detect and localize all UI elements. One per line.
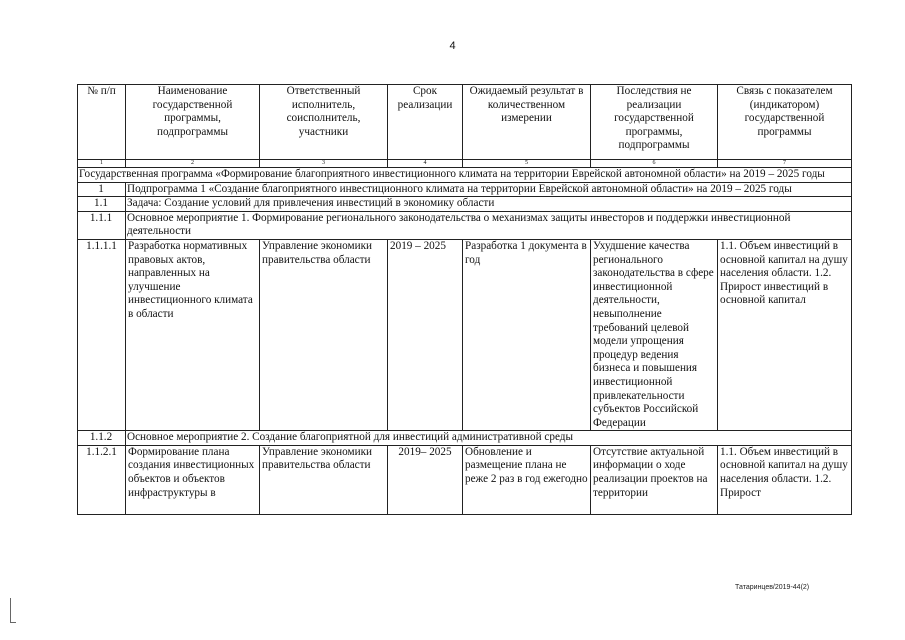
row-consequences: Отсутствие актуальной информации о ходе реализации проектов на территории [591,445,718,514]
row-indicator: 1.1. Объем инвестиций в основной капитал на душу населения области. 1.2. Прирост инвестиций в основной капитал [718,239,852,430]
subprogram-row [78,182,852,197]
row-indicator: 1.1. Объем инвестиций в основной капитал на душу населения области. 1.2. Прирост [718,445,852,514]
table-row [78,445,852,514]
column-number: 3 [260,160,388,168]
header-executor: Ответственный исполнитель, соисполнитель, участники [260,85,388,160]
row-executor: Управление экономики правительства области [260,239,388,430]
row-term: 2019 – 2025 [388,239,463,430]
header-row [78,85,852,160]
program-title: Государственная программа «Формирование благоприятного инвестиционного климата на территории Еврейской автономной области» на 2019 – 2025 годы [78,168,852,183]
page-number: 4 [449,40,456,52]
column-number: 2 [126,160,260,168]
subprogram-text: Подпрограмма 1 «Создание благоприятного инвестиционного климата на территории Еврейской автономной области» на 2019 – 2025 годы [126,182,852,197]
table-row [78,239,852,430]
row-consequences: Ухудшение качества регионального законодательства в сфере инвестиционной деятельности, невыполнение требований целевой модели упрощения процедур ведения бизнеса и повышения инвестиционной привлекательности субъектов Российской Федерации [591,239,718,430]
row-num: 1.1.2.1 [78,445,126,514]
column-number-row [78,160,852,168]
scan-mark [10,622,16,623]
activity-row [78,211,852,239]
header-term: Срок реализации [388,85,463,160]
scan-mark [10,598,11,622]
task-row [78,197,852,212]
row-executor: Управление экономики правительства области [260,445,388,514]
activity-num: 1.1.1 [78,211,126,239]
header-num: № п/п [78,85,126,160]
row-result: Обновление и размещение плана не реже 2 раз в год ежегодно [463,445,591,514]
subprogram-num: 1 [78,182,126,197]
header-name: Наименование государственной программы, подпрограммы [126,85,260,160]
program-title-row [78,168,852,183]
task-text: Задача: Создание условий для привлечения инвестиций в экономику области [126,197,852,212]
activity-num: 1.1.2 [78,431,126,446]
row-result: Разработка 1 документа в год [463,239,591,430]
header-indicator: Связь с показателем (индикатором) государственной программы [718,85,852,160]
column-number: 1 [78,160,126,168]
column-number: 5 [463,160,591,168]
header-result: Ожидаемый результат в количественном измерении [463,85,591,160]
activity-row [78,431,852,446]
row-name: Формирование плана создания инвестиционных объектов и объектов инфраструктуры в [126,445,260,514]
header-consequences: Последствия не реализации государственной программы, подпрограммы [591,85,718,160]
footer-code: Татаринцев/2019-44(2) [735,584,810,591]
activity-text: Основное мероприятие 1. Формирование регионального законодательства о механизмах защиты инвесторов и поддержки инвестиционной деятельности [126,211,852,239]
row-term: 2019– 2025 [388,445,463,514]
activity-text: Основное мероприятие 2. Создание благоприятной для инвестиций административной среды [126,431,852,446]
task-num: 1.1 [78,197,126,212]
column-number: 4 [388,160,463,168]
column-number: 6 [591,160,718,168]
row-name: Разработка нормативных правовых актов, направленных на улучшение инвестиционного климата в области [126,239,260,430]
column-number: 7 [718,160,852,168]
program-table [77,84,852,515]
row-num: 1.1.1.1 [78,239,126,430]
